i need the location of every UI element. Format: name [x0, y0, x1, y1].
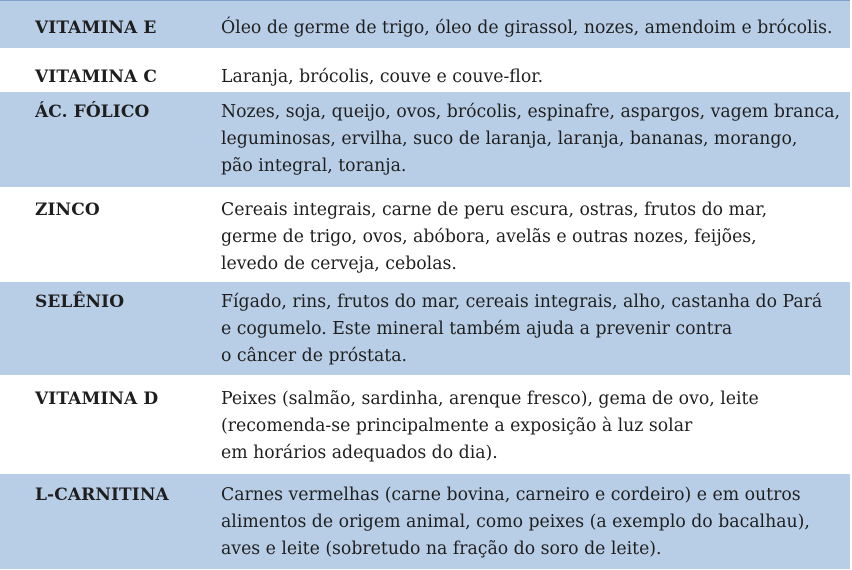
nutrient-name: L-CARNITINA: [35, 484, 169, 505]
food-sources: [211, 187, 850, 281]
food-line: em horários adequados do dia).: [221, 442, 498, 463]
food-sources: [211, 281, 850, 375]
nutrient-name: ZINCO: [35, 199, 100, 220]
nutrient-name: VITAMINA E: [35, 18, 157, 38]
nutrient-name: VITAMINA D: [35, 388, 159, 409]
food-sources: [211, 1, 850, 48]
table-row-vitamina-d: [0, 375, 850, 473]
table-row-vitamina-c: [0, 48, 850, 91]
nutrient-name: ÁC. FÓLICO: [35, 101, 150, 122]
table-row-selenio: [0, 281, 850, 375]
food-line: aves e leite (sobretudo na fração do soro de leite).: [221, 538, 662, 559]
food-line: Laranja, brócolis, couve e couve-flor.: [221, 66, 544, 87]
food-line: (recomenda-se principalmente a exposição à luz solar: [221, 415, 693, 436]
nutrient-name: SELÊNIO: [35, 291, 125, 312]
food-line: Óleo de germe de trigo, óleo de girassol, nozes, amendoim e brócolis.: [221, 18, 833, 38]
table-row-zinco: [0, 187, 850, 281]
table-row-vitamina-e: [0, 1, 850, 48]
food-line: pão integral, toranja.: [221, 155, 407, 176]
food-line: Carnes vermelhas (carne bovina, carneiro e cordeiro) e em outros: [221, 484, 801, 505]
food-line: levedo de cerveja, cebolas.: [221, 253, 457, 274]
food-sources: [211, 91, 850, 187]
nutrient-table: [0, 1, 850, 570]
nutrient-name: VITAMINA C: [35, 66, 158, 87]
food-line: Nozes, soja, queijo, ovos, brócolis, espinafre, aspargos, vagem branca,: [221, 101, 841, 122]
table-row-acido-folico: [0, 91, 850, 187]
food-line: Fígado, rins, frutos do mar, cereais integrais, alho, castanha do Pará: [221, 291, 823, 312]
food-line: leguminosas, ervilha, suco de laranja, laranja, bananas, morango,: [221, 128, 798, 149]
food-line: Cereais integrais, carne de peru escura, ostras, frutos do mar,: [221, 199, 768, 220]
food-line: alimentos de origem animal, como peixes (a exemplo do bacalhau),: [221, 511, 810, 532]
food-line: Peixes (salmão, sardinha, arenque fresco), gema de ovo, leite: [221, 388, 759, 409]
food-line: e cogumelo. Este mineral também ajuda a prevenir contra: [221, 318, 733, 339]
food-sources: [211, 48, 850, 91]
table-row-l-carnitina: [0, 473, 850, 569]
food-line: o câncer de próstata.: [221, 345, 408, 366]
food-sources: [211, 473, 850, 569]
food-line: germe de trigo, ovos, abóbora, avelãs e outras nozes, feijões,: [221, 226, 757, 247]
food-sources: [211, 375, 850, 473]
